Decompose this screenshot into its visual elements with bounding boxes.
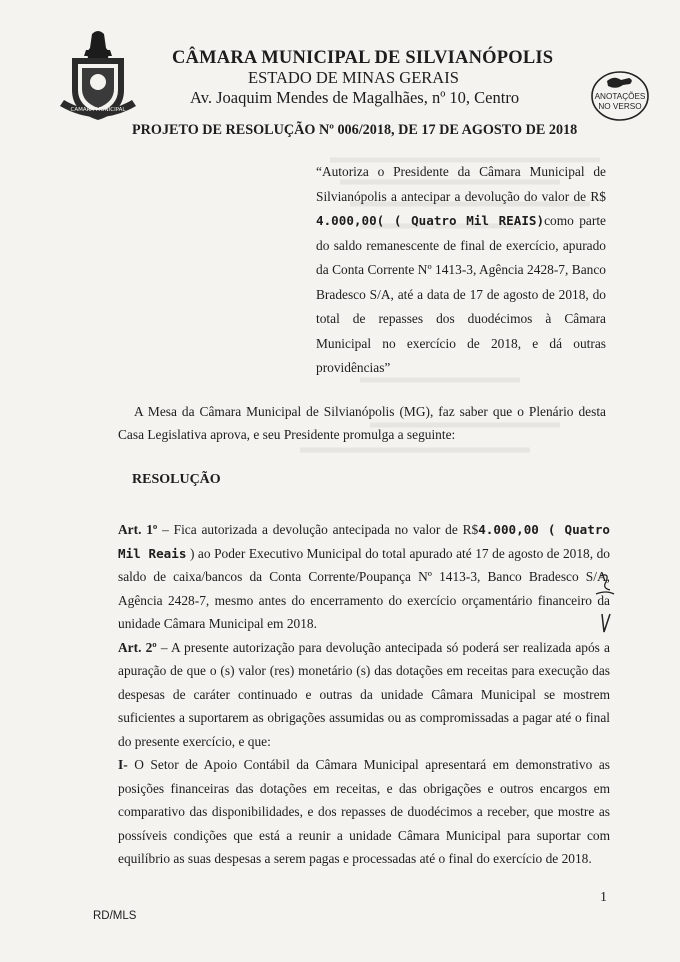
article-1-text-b: ) ao Poder Executivo Municipal do total apurado até 17 de agosto de 2018, do saldo de caixa/bancos da Conta Corrente/Poupança Nº 1413-3, Banco Bradesco S/A, Agência 2428-7, mesmo antes do encerramento do exercício orçamentário financeiro da unidade Câmara Municipal em 2018. [118, 545, 610, 631]
intro-paragraph: A Mesa da Câmara Municipal de Silvianópolis (MG), faz saber que o Plenário desta Casa Legislativa aprova, e seu Presidente promulga a seguinte: [118, 404, 606, 442]
institution-address: Av. Joaquim Mendes de Magalhães, nº 10, Centro [190, 88, 520, 107]
article-1-label: Art. 1º [118, 522, 158, 537]
state-name: ESTADO DE MINAS GERAIS [248, 68, 459, 87]
pointing-hand-icon [607, 78, 632, 88]
article-2-label: Art. 2º [118, 639, 157, 655]
municipal-crest-icon [58, 28, 138, 124]
crest-banner-text: CAMARA MUNICIPAL [70, 107, 126, 113]
article-1-amount: 4.000,00 ( Quatro Mil Reais [118, 522, 610, 561]
ementa-part1: “Autoriza o Presidente da Câmara Municipal de Silvianópolis a antecipar a devolução do valor de R$ [316, 164, 606, 204]
ementa-part2: como parte do saldo remanescente de final de exercício, apurado da Conta Corrente Nº 1413-3, Agência 2428-7, Banco Bradesco S/A, até a data de 17 de agosto de 2018, do total de repasses dos duodécimos à Câmara Municipal no exercício de 2018, e dá outras providências” [316, 213, 607, 375]
resolution-body [118, 518, 610, 871]
stamp-line1: ANOTAÇÕES [594, 92, 646, 101]
footer-code: RD/MLS [93, 910, 137, 922]
annotations-stamp [590, 70, 650, 122]
page-number: 1 [600, 890, 607, 905]
article-2 [118, 636, 610, 754]
ementa-amount: 4.000,00( ( Quatro Mil REAIS) [316, 213, 545, 228]
institution-title: CÂMARA MUNICIPAL DE SILVIANÓPOLIS [172, 48, 554, 68]
stamp-line2: NO VERSO [598, 102, 642, 111]
project-title: PROJETO DE RESOLUÇÃO Nº 006/2018, DE 17 DE AGOSTO DE 2018 [132, 122, 578, 138]
article-1 [118, 518, 610, 636]
article-1-text-a: – Fica autorizada a devolução antecipada no valor de R$ [157, 522, 479, 537]
handwritten-initials [592, 570, 622, 640]
item-1-text: O Setor de Apoio Contábil da Câmara Municipal apresentará em demonstrativo as posições financeiras das dotações em receitas, e das obrigações e outros encargos em comparativo das disponibilidades, e dos repasses de duodécimos a receber, que mostre as possíveis condições que está a reunir a unidade Câmara Municipal para suportar com equilíbrio as suas despesas a serem pagas e processadas até o final do exercício de 2018. [118, 757, 610, 866]
ementa-summary [316, 160, 606, 381]
section-title: RESOLUÇÃO [132, 472, 221, 487]
item-1 [118, 753, 610, 871]
item-1-label: I- [118, 757, 128, 772]
article-2-text: – A presente autorização para devolução antecipada só poderá ser realizada após a apuração de que o (s) valor (res) monetário (s) das dotações em receitas para execução das despesas de caráter continuado e outras da unidade Câmara Municipal se mostrem suficientes a suportarem as obrigações assumidas ou as compromissadas a pagar até o final do presente exercício, e que: [118, 639, 610, 749]
